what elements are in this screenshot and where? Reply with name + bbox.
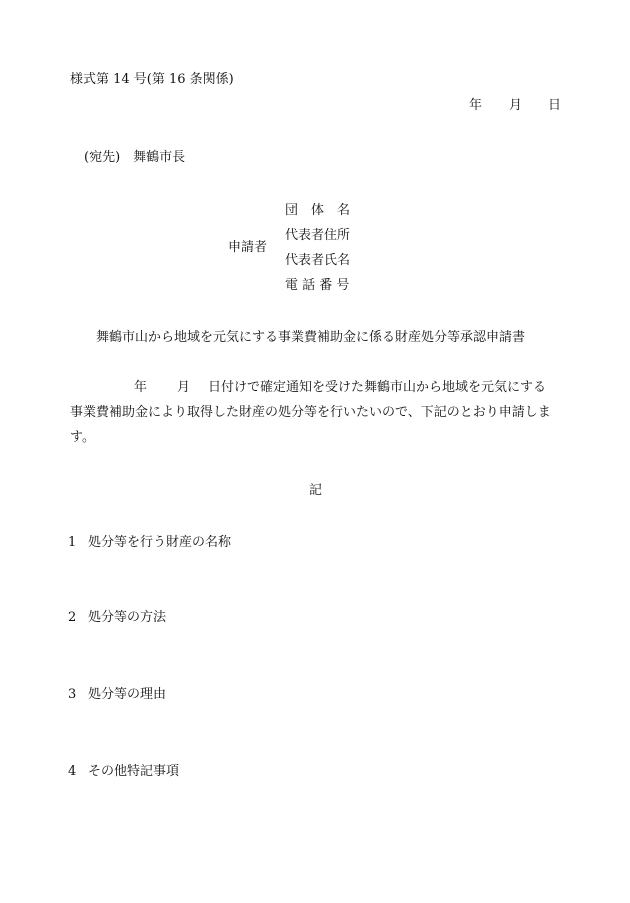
form-number: 様式第 14 号(第 16 条関係) xyxy=(70,72,234,87)
organization-name-label: 団 体 名 xyxy=(285,203,351,218)
body-line-2: 事業費補助金により取得した財産の処分等を行いたいので、下記のとおり申請しま xyxy=(70,405,551,420)
body-year-label: 年 xyxy=(134,380,148,395)
body-line-1-text: 日付けで確定通知を受けた舞鶴市山から地域を元気にする xyxy=(208,380,547,395)
phone-number-label: 電 話 番 号 xyxy=(285,278,350,293)
representative-name-label: 代表者氏名 xyxy=(285,253,351,268)
item-label: 処分等の方法 xyxy=(88,610,167,625)
date-month-label: 月 xyxy=(509,98,523,113)
item-3 xyxy=(68,687,166,703)
item-number: 1 xyxy=(68,535,77,550)
item-label: 処分等を行う財産の名称 xyxy=(88,535,232,550)
body-month-label: 月 xyxy=(177,380,191,395)
applicant-label: 申請者 xyxy=(228,240,268,255)
item-2 xyxy=(68,610,166,626)
item-number: 3 xyxy=(68,687,77,702)
date-day-label: 日 xyxy=(548,98,562,113)
item-number: 2 xyxy=(68,610,77,625)
addressee: (宛先) 舞鶴市長 xyxy=(84,150,186,165)
item-label: その他特記事項 xyxy=(88,764,180,779)
date-year-label: 年 xyxy=(469,98,483,113)
document-title: 舞鶴市山から地域を元気にする事業費補助金に係る財産処分等承認申請書 xyxy=(96,330,526,345)
body-line-1 xyxy=(70,380,560,396)
item-label: 処分等の理由 xyxy=(88,687,167,702)
item-number: 4 xyxy=(68,764,77,779)
representative-address-label: 代表者住所 xyxy=(285,228,351,243)
body-line-3: す。 xyxy=(70,430,95,445)
ki-heading: 記 xyxy=(309,483,323,498)
item-1 xyxy=(68,535,231,551)
item-4 xyxy=(68,764,179,780)
